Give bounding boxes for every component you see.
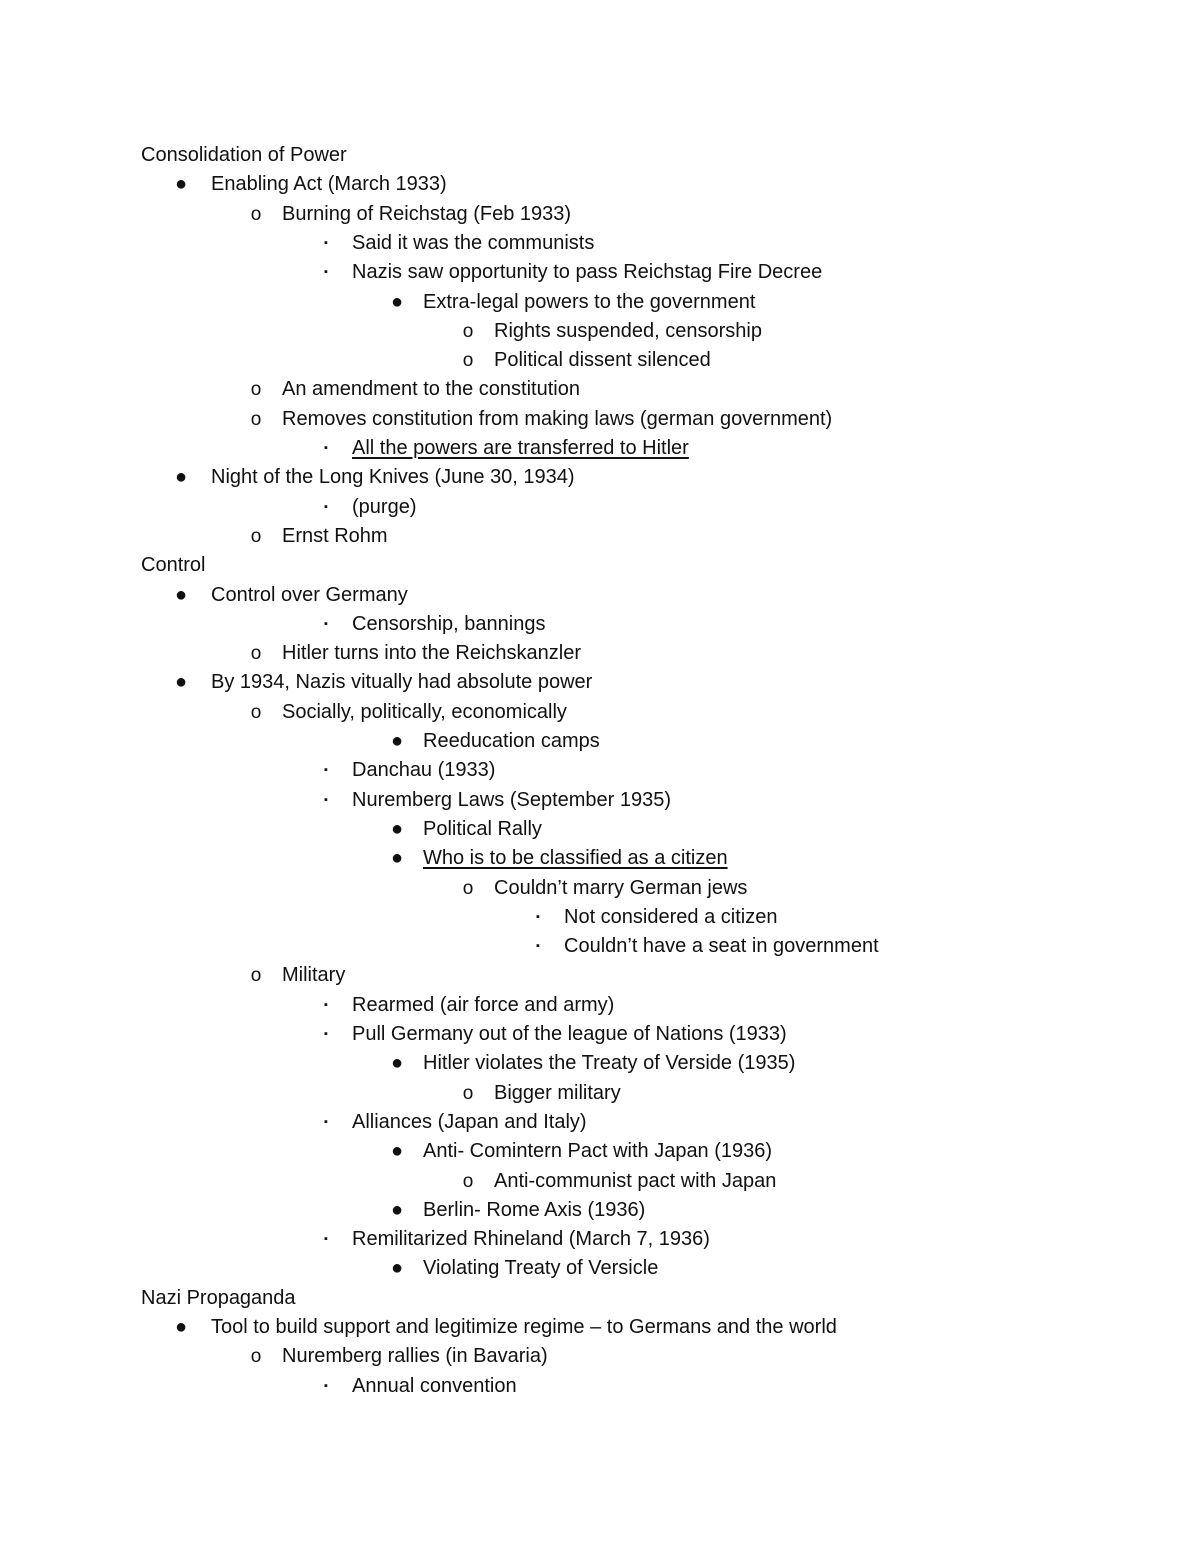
circle-bullet-icon: o [250,965,262,986]
item-text: Extra-legal powers to the government [423,291,756,313]
square-bullet-icon: ▪ [324,1116,328,1128]
item-text: Anti-communist pact with Japan [494,1170,777,1192]
outline-item [0,317,1200,346]
outline-item [0,1167,1200,1196]
item-text: Rearmed (air force and army) [352,994,615,1016]
item-text: By 1934, Nazis vitually had absolute power [211,671,593,693]
bullet-bullet-icon: ● [174,584,188,606]
outline-item [0,1079,1200,1108]
outline-item [0,1254,1200,1283]
bullet-bullet-icon: ● [390,847,404,869]
outline-item [0,170,1200,199]
bullet-bullet-icon: ● [174,173,188,195]
section-heading [0,551,1200,580]
item-text: Night of the Long Knives (June 30, 1934) [211,466,575,488]
outline-item [0,581,1200,610]
circle-bullet-icon: o [250,526,262,547]
bullet-bullet-icon: ● [390,1257,404,1279]
outline-item [0,1372,1200,1401]
item-text: Enabling Act (March 1933) [211,173,447,195]
square-bullet-icon: ▪ [324,794,328,806]
item-text: Violating Treaty of Versicle [423,1257,659,1279]
item-text: Political dissent silenced [494,349,711,371]
item-text: Hitler violates the Treaty of Verside (1935) [423,1052,796,1074]
heading-text: Nazi Propaganda [141,1287,296,1309]
outline-item [0,961,1200,990]
item-text: Political Rally [423,818,542,840]
outline-item [0,229,1200,258]
item-text: Pull Germany out of the league of Nations (1933) [352,1023,787,1045]
outline-item [0,522,1200,551]
item-text: Ernst Rohm [282,525,388,547]
item-text: Bigger military [494,1082,621,1104]
section-heading [0,141,1200,170]
circle-bullet-icon: o [250,643,262,664]
item-text: Nuremberg Laws (September 1935) [352,789,672,811]
item-text: Nazis saw opportunity to pass Reichstag Fire Decree [352,261,823,283]
square-bullet-icon: ▪ [324,266,328,278]
item-text: Remilitarized Rhineland (March 7, 1936) [352,1228,710,1250]
square-bullet-icon: ▪ [536,940,540,952]
outline-item [0,727,1200,756]
item-text: Couldn’t marry German jews [494,877,748,899]
item-text: An amendment to the constitution [282,378,580,400]
heading-text: Consolidation of Power [141,144,347,166]
outline-item [0,1049,1200,1078]
circle-bullet-icon: o [250,379,262,400]
bullet-bullet-icon: ● [390,1052,404,1074]
item-text: All the powers are transferred to Hitler [352,437,689,459]
outline-item [0,815,1200,844]
outline-item [0,639,1200,668]
item-text: Censorship, bannings [352,613,546,635]
bullet-bullet-icon: ● [390,1140,404,1162]
square-bullet-icon: ▪ [324,501,328,513]
item-text: Said it was the communists [352,232,595,254]
circle-bullet-icon: o [462,878,474,899]
item-text: Who is to be classified as a citizen [423,847,728,869]
outline-item [0,874,1200,903]
item-text: Socially, politically, economically [282,701,567,723]
item-text: Burning of Reichstag (Feb 1933) [282,203,572,225]
item-text: Nuremberg rallies (in Bavaria) [282,1345,548,1367]
bullet-bullet-icon: ● [174,1316,188,1338]
item-text: Danchau (1933) [352,759,496,781]
outline-item [0,288,1200,317]
item-text: Tool to build support and legitimize regime – to Germans and the world [211,1316,837,1338]
item-text: (purge) [352,496,417,518]
outline-item [0,258,1200,287]
outline-item [0,375,1200,404]
bullet-bullet-icon: ● [390,818,404,840]
circle-bullet-icon: o [462,350,474,371]
circle-bullet-icon: o [250,204,262,225]
square-bullet-icon: ▪ [324,1233,328,1245]
outline-item [0,844,1200,873]
bullet-bullet-icon: ● [390,1199,404,1221]
square-bullet-icon: ▪ [536,911,540,923]
item-text: Annual convention [352,1375,517,1397]
outline-item [0,756,1200,785]
section-heading [0,1284,1200,1313]
outline-item [0,1137,1200,1166]
square-bullet-icon: ▪ [324,1028,328,1040]
heading-text: Control [141,554,206,576]
outline-item [0,668,1200,697]
outline-item [0,1020,1200,1049]
square-bullet-icon: ▪ [324,764,328,776]
outline-item [0,786,1200,815]
outline-item [0,1196,1200,1225]
outline-item [0,610,1200,639]
outline-item [0,200,1200,229]
circle-bullet-icon: o [250,702,262,723]
item-text: Berlin- Rome Axis (1936) [423,1199,646,1221]
outline-item [0,346,1200,375]
outline-item [0,991,1200,1020]
outline-item [0,932,1200,961]
item-text: Hitler turns into the Reichskanzler [282,642,582,664]
outline-item [0,1108,1200,1137]
outline-item [0,698,1200,727]
circle-bullet-icon: o [462,321,474,342]
square-bullet-icon: ▪ [324,1380,328,1392]
square-bullet-icon: ▪ [324,618,328,630]
item-text: Alliances (Japan and Italy) [352,1111,587,1133]
item-text: Reeducation camps [423,730,600,752]
item-text: Removes constitution from making laws (german government) [282,408,833,430]
item-text: Rights suspended, censorship [494,320,762,342]
outline-item [0,405,1200,434]
item-text: Couldn’t have a seat in government [564,935,879,957]
circle-bullet-icon: o [250,409,262,430]
square-bullet-icon: ▪ [324,442,328,454]
square-bullet-icon: ▪ [324,999,328,1011]
outline-item [0,1313,1200,1342]
circle-bullet-icon: o [250,1346,262,1367]
outline-item [0,903,1200,932]
outline-item [0,1225,1200,1254]
circle-bullet-icon: o [462,1171,474,1192]
item-text: Not considered a citizen [564,906,778,928]
item-text: Military [282,964,346,986]
bullet-bullet-icon: ● [390,291,404,313]
outline-item [0,1342,1200,1371]
item-text: Control over Germany [211,584,408,606]
outline-item [0,463,1200,492]
square-bullet-icon: ▪ [324,237,328,249]
item-text: Anti- Comintern Pact with Japan (1936) [423,1140,773,1162]
outline-item [0,434,1200,463]
bullet-bullet-icon: ● [174,466,188,488]
circle-bullet-icon: o [462,1083,474,1104]
outline-item [0,493,1200,522]
bullet-bullet-icon: ● [174,671,188,693]
bullet-bullet-icon: ● [390,730,404,752]
